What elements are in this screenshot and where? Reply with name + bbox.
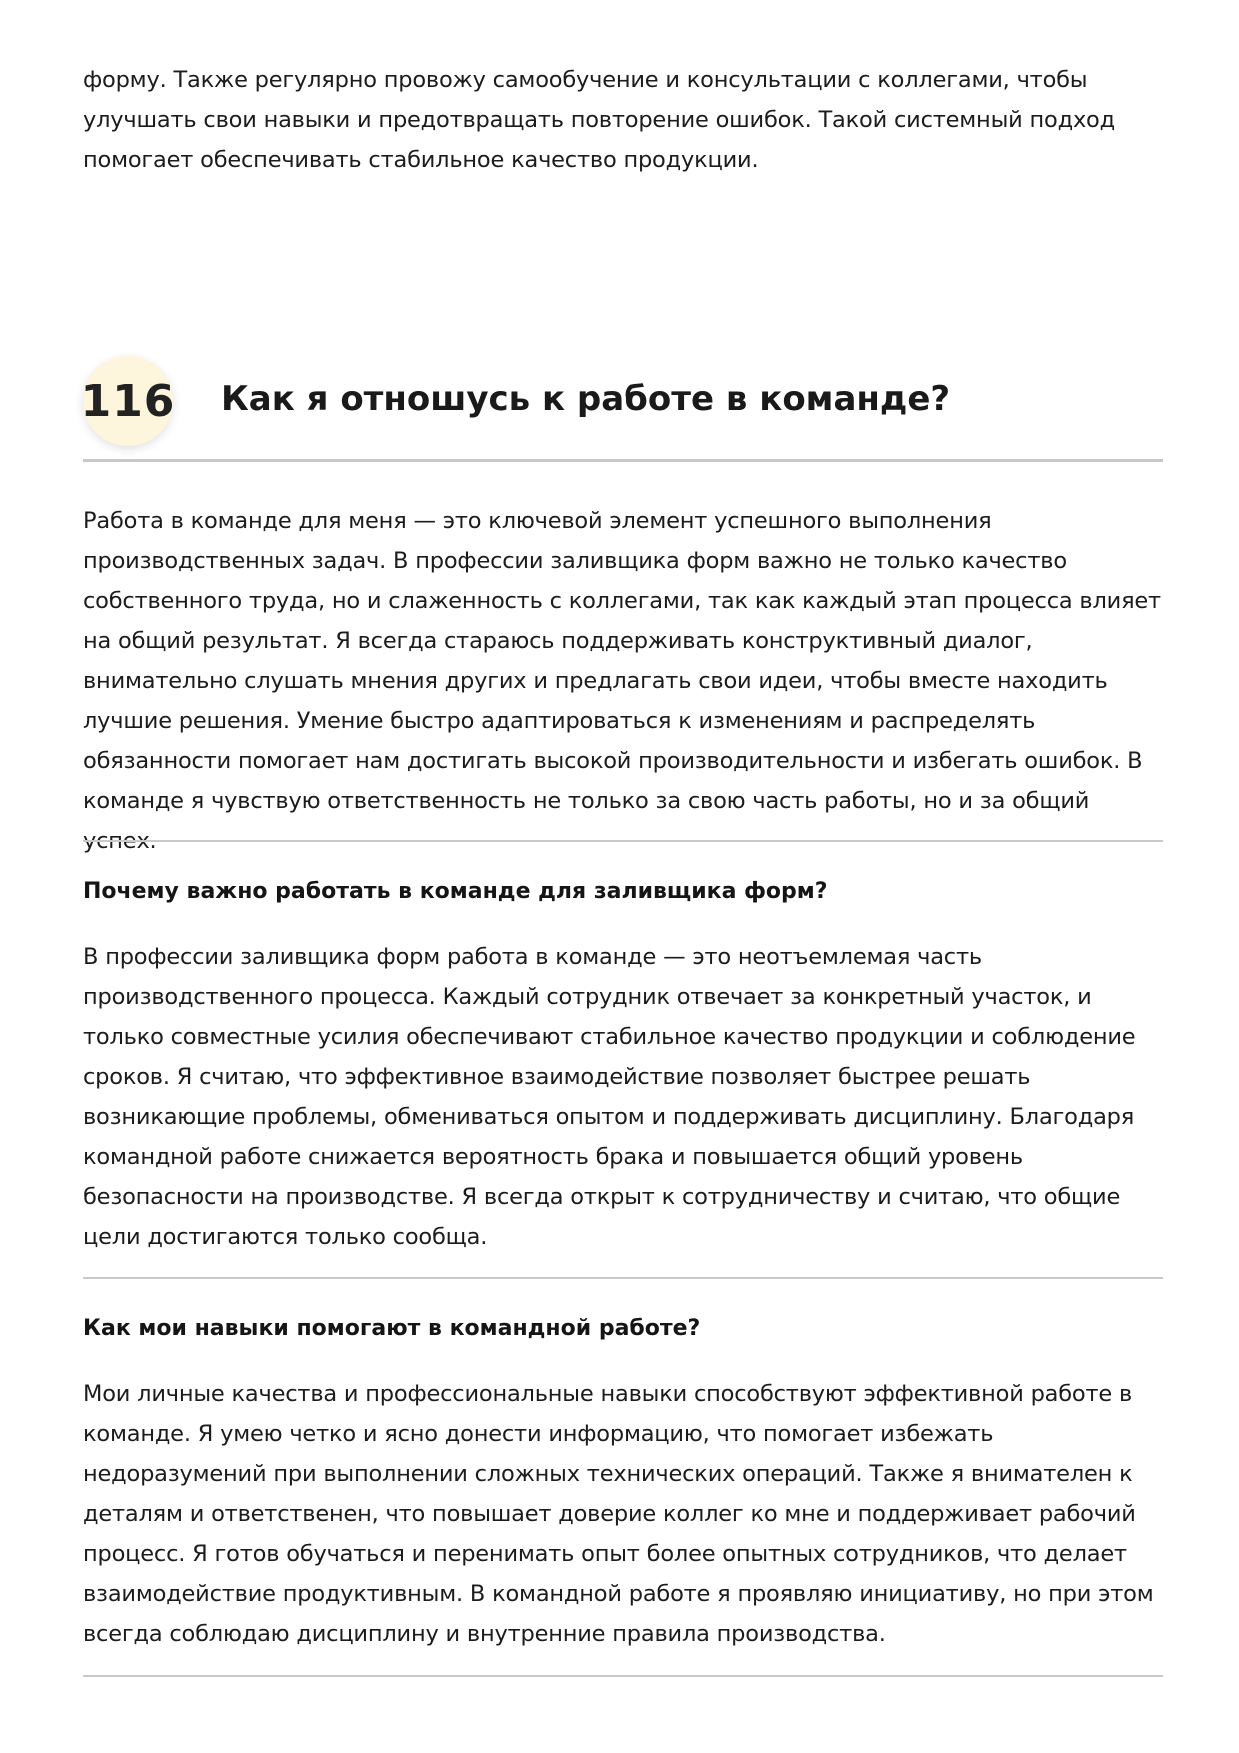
intro-paragraph: форму. Также регулярно провожу самообучение и консультации с коллегами, чтобы улучшать свои навыки и предотвращать повторение ошибок. Такой системный подход помогает обеспечивать стабильное качество продукции.: [83, 67, 1115, 173]
question-answer: Работа в команде для меня — это ключевой элемент успешного выполнения производственных задач. В профессии заливщика форм важно не только качество собственного труда, но и слаженность с коллегами, так как каждый этап процесса влияет на общий результат. Я всегда стараюсь поддерживать конструктивный диалог, внимательно слушать мнения других и предлагать свои идеи, чтобы вместе находить лучшие решения. Умение быстро адаптироваться к изменениям и распределять обязанности помогает нам достигать высокой производительности и избегать ошибок. В команде я чувствую ответственность не только за свою часть работы, но и за общий успех.: [83, 508, 1161, 854]
section-divider: [83, 1675, 1163, 1677]
followup-answer-1: В профессии заливщика форм работа в команде — это неотъемлемая часть производственного процесса. Каждый сотрудник отвечает за конкретный участок, и только совместные усилия обеспечивают стабильное качество продукции и соблюдение сроков. Я считаю, что эффективное взаимодействие позволяет быстрее решать возникающие проблемы, обмениваться опытом и поддерживать дисциплину. Благодаря командной работе снижается вероятность брака и повышается общий уровень безопасности на производстве. Я всегда открыт к сотрудничеству и считаю, что общие цели достигаются только сообща.: [83, 944, 1136, 1250]
followup-question-1: Почему важно работать в команде для заливщика форм?: [83, 879, 828, 904]
question-number-badge: 116: [83, 356, 173, 446]
section-divider: [83, 840, 1163, 842]
followup-answer-2: Мои личные качества и профессиональные навыки способствуют эффективной работе в команде. Я умею четко и ясно донести информацию, что помогает избежать недоразумений при выполнении сложных технических операций. Также я внимателен к деталям и ответственен, что повышает доверие коллег ко мне и поддерживает рабочий процесс. Я готов обучаться и перенимать опыт более опытных сотрудников, что делает взаимодействие продуктивным. В командной работе я проявляю инициативу, но при этом всегда соблюдаю дисциплину и внутренние правила производства.: [83, 1381, 1154, 1647]
followup-question-2: Как мои навыки помогают в командной работе?: [83, 1316, 701, 1341]
question-header: [80, 352, 1163, 462]
section-divider: [83, 1277, 1163, 1279]
question-title: Как я отношусь к работе в команде?: [221, 379, 951, 419]
